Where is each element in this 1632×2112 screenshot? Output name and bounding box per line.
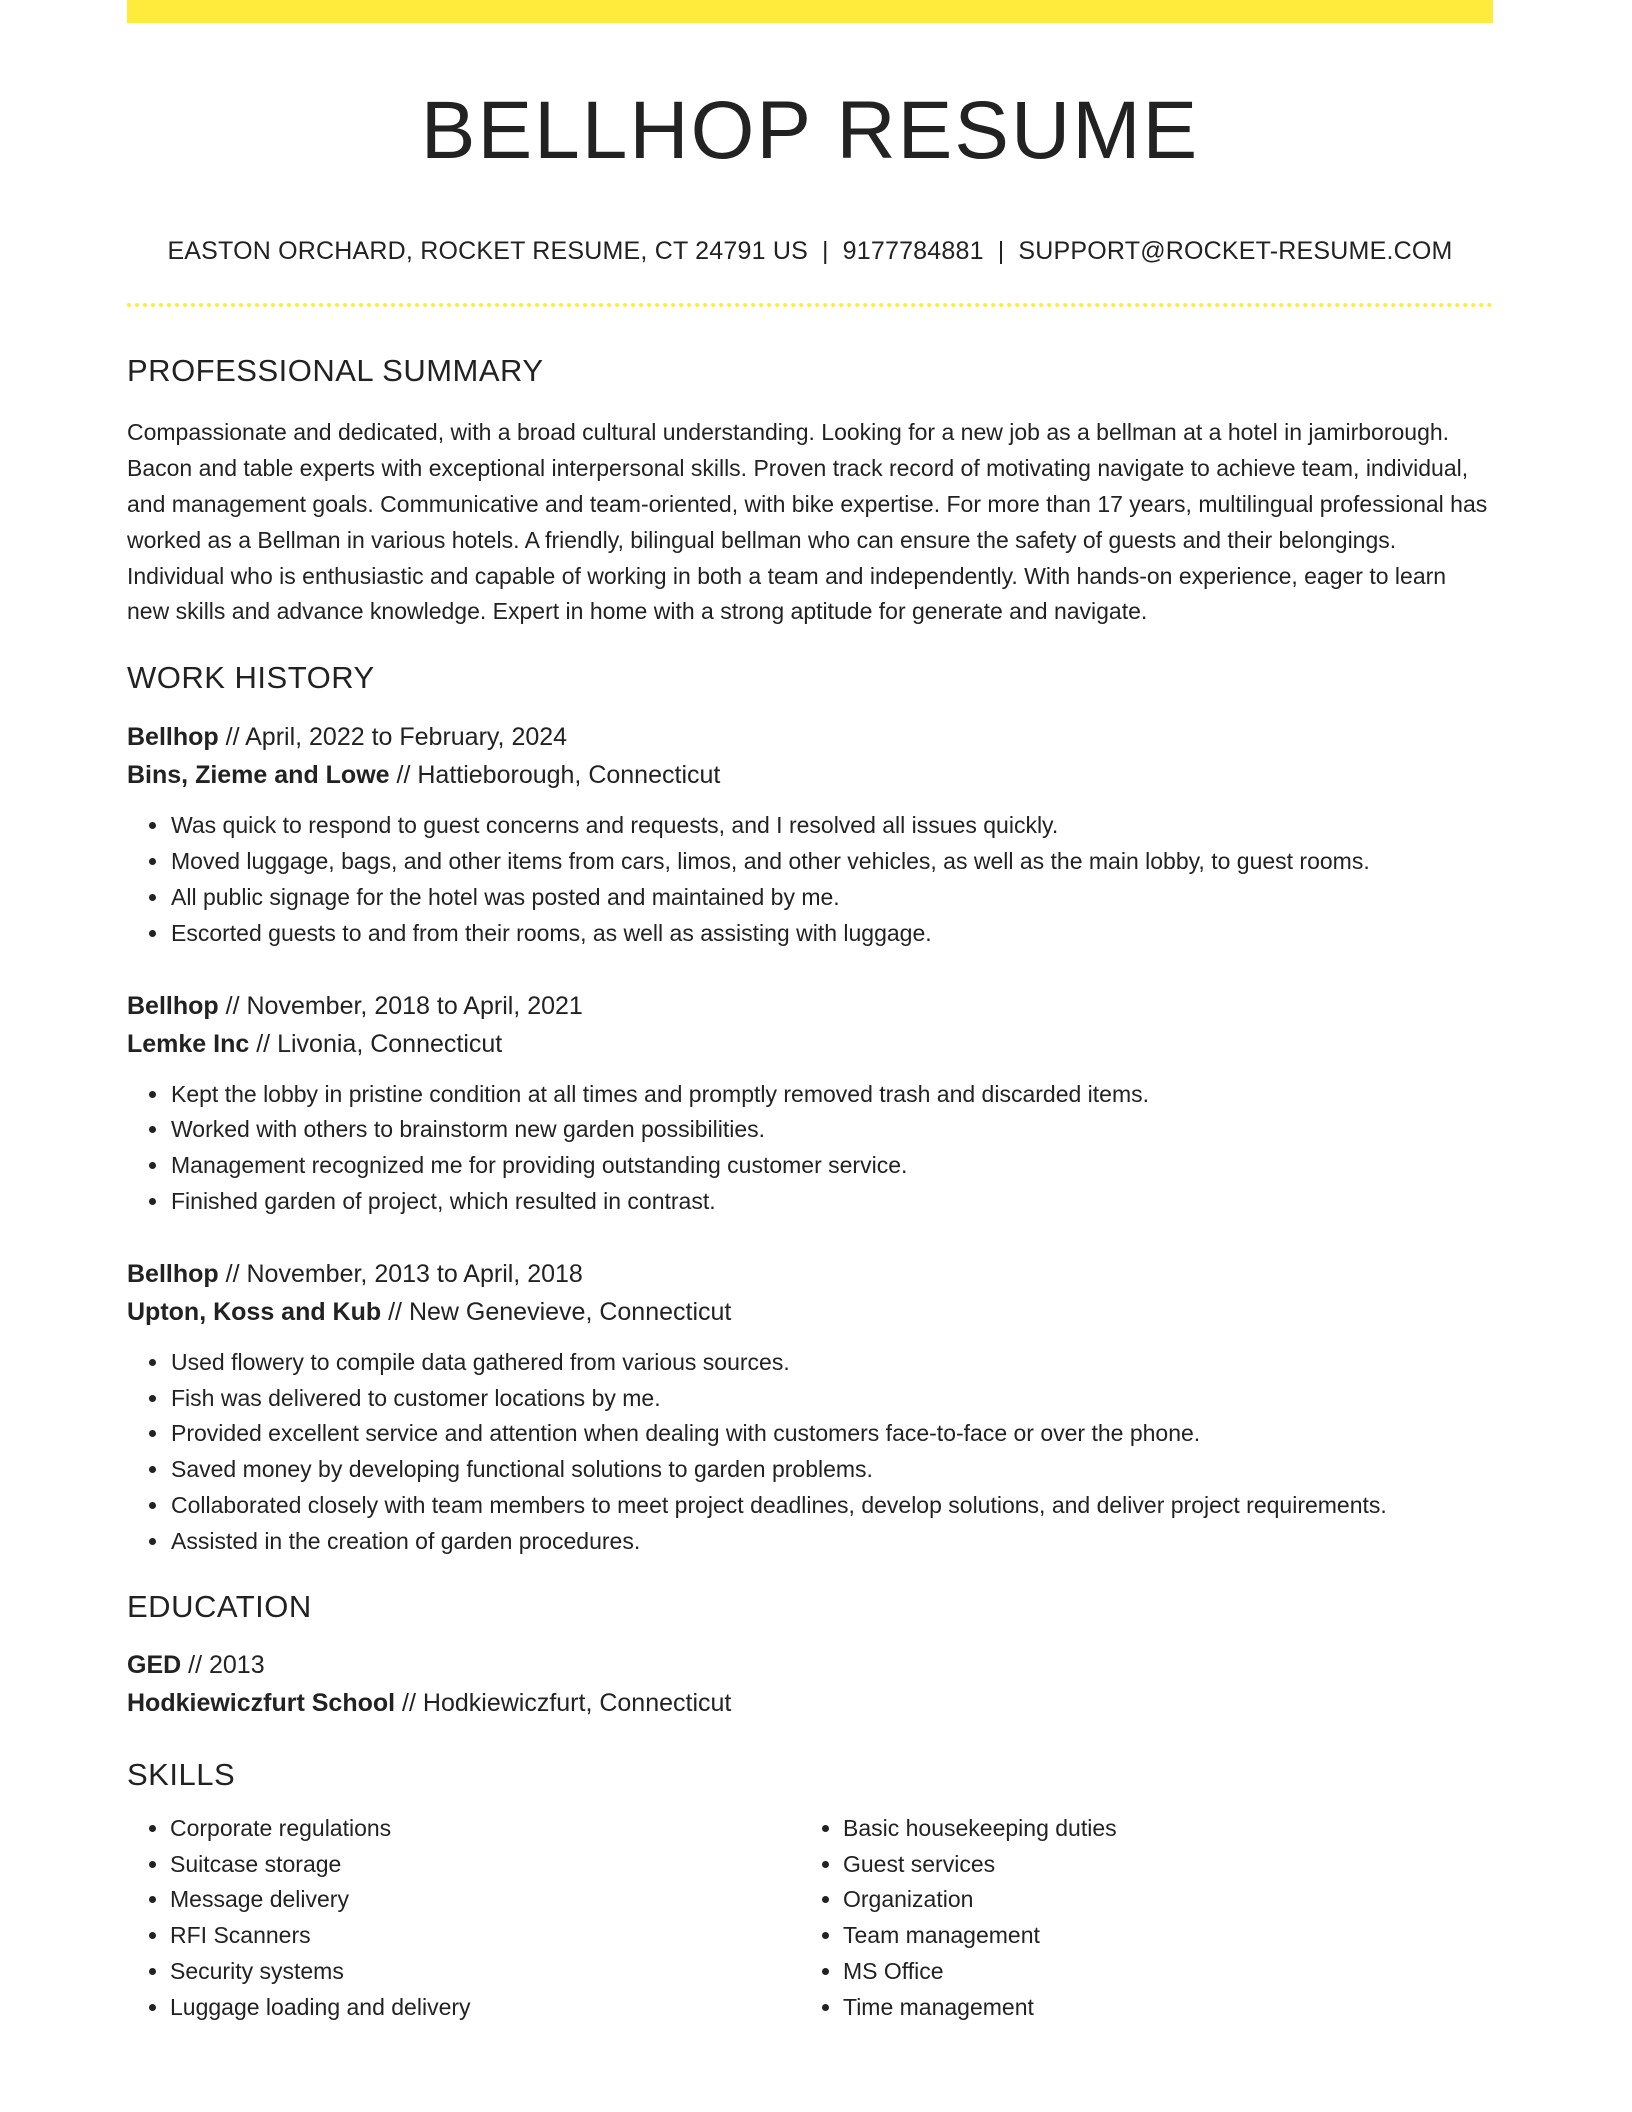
job-bullet: • Assisted in the creation of garden procedures. [170,1524,1493,1560]
job-delimiter: // [225,723,240,752]
job-company-line [127,1293,1493,1331]
job-bullets [127,1077,1493,1220]
job-bullets [127,808,1493,951]
job-delimiter: // [256,1029,271,1058]
contact-line [127,236,1493,266]
job-role: Bellhop [127,1259,219,1288]
job-delimiter: // [388,1297,403,1326]
skills-column-left [127,1811,800,2026]
job-dates: November, 2013 to April, 2018 [246,1259,583,1288]
education-degree: GED [127,1650,182,1679]
job-bullet: • Kept the lobby in pristine condition at all times and promptly removed trash and discarded items. [170,1077,1493,1113]
job-bullet: • All public signage for the hotel was posted and maintained by me. [170,880,1493,916]
summary-heading: PROFESSIONAL SUMMARY [127,353,544,389]
education-year: 2013 [209,1650,265,1679]
job-company-line [127,1025,1493,1063]
skill-item: • Time management [843,1990,1493,2026]
skill-item: • Message delivery [170,1882,800,1918]
job-entry [127,1255,1493,1560]
work-history-heading: WORK HISTORY [127,660,375,696]
job-dates: November, 2018 to April, 2021 [246,991,583,1020]
job-bullet: • Finished garden of project, which resulted in contrast. [170,1184,1493,1220]
skill-item: • Team management [843,1918,1493,1954]
skill-item: • Security systems [170,1954,800,1990]
contact-separator: | [997,237,1005,266]
contact-phone: 9177784881 [842,237,984,266]
skill-item: • Luggage loading and delivery [170,1990,800,2026]
job-location: New Genevieve, Connecticut [408,1297,732,1326]
education-entry [127,1646,1493,1722]
skills-column-right [800,1811,1493,2026]
education-school-line [127,1684,1493,1722]
job-bullet: • Management recognized me for providing outstanding customer service. [170,1148,1493,1184]
resume-title: BELLHOP RESUME [420,85,1200,176]
job-company: Upton, Koss and Kub [127,1297,382,1326]
job-bullet: • Worked with others to brainstorm new garden possibilities. [170,1112,1493,1148]
job-role-line [127,1255,1493,1293]
job-role: Bellhop [127,991,219,1020]
job-company-line [127,756,1493,794]
education-school: Hodkiewiczfurt School [127,1688,396,1717]
education-delimiter: // [188,1650,203,1679]
job-bullet: • Moved luggage, bags, and other items from cars, limos, and other vehicles, as well as the main lobby, to guest rooms. [170,844,1493,880]
skill-item: • Organization [843,1882,1493,1918]
job-entry [127,718,1493,951]
skill-item: • RFI Scanners [170,1918,800,1954]
job-company: Bins, Zieme and Lowe [127,761,390,790]
job-role-line [127,718,1493,756]
resume-page [127,0,1493,2026]
job-entry [127,987,1493,1220]
summary-text: Compassionate and dedicated, with a broad cultural understanding. Looking for a new job as a bellman at a hotel in jamirborough. Bacon and table experts with exceptional interpersonal skills. Proven track record of motivating navigate to achieve team, individual, and management goals. Communicative and team-oriented, with bike expertise. For more than 17 years, multilingual professional has worked as a Bellman in various hotels. A friendly, bilingual bellman who can ensure the safety of guests and their belongings. Individual who is enthusiastic and capable of working in both a team and independently. With hands-on experience, eager to learn new skills and advance knowledge. Expert in home with a strong aptitude for generate and navigate. [127,419,1488,625]
skill-item: • MS Office [843,1954,1493,1990]
header-divider [127,303,1493,307]
job-bullet: • Was quick to respond to guest concerns and requests, and I resolved all issues quickly. [170,808,1493,844]
skill-item: • Basic housekeeping duties [843,1811,1493,1847]
job-company: Lemke Inc [127,1029,250,1058]
job-role-line [127,987,1493,1025]
job-bullet: • Provided excellent service and attention when dealing with customers face-to-face or over the phone. [170,1416,1493,1452]
job-bullet: • Used flowery to compile data gathered from various sources. [170,1345,1493,1381]
job-bullet: • Saved money by developing functional solutions to garden problems. [170,1452,1493,1488]
job-bullet: • Fish was delivered to customer locations by me. [170,1381,1493,1417]
skill-item: • Guest services [843,1847,1493,1883]
skills-grid [127,1811,1493,2026]
contact-separator: | [821,237,829,266]
top-accent-bar [127,0,1493,23]
job-bullet: • Collaborated closely with team members to meet project deadlines, develop solutions, and deliver project requirements. [170,1488,1493,1524]
education-heading: EDUCATION [127,1588,312,1624]
job-delimiter: // [396,761,411,790]
job-bullet: • Escorted guests to and from their rooms, as well as assisting with luggage. [170,916,1493,952]
education-location: Hodkiewiczfurt, Connecticut [422,1688,732,1717]
job-bullets [127,1345,1493,1560]
contact-email: SUPPORT@ROCKET-RESUME.COM [1018,237,1453,266]
skills-heading: SKILLS [127,1756,236,1792]
skill-item: • Suitcase storage [170,1847,800,1883]
job-role: Bellhop [127,723,219,752]
job-dates: April, 2022 to February, 2024 [245,723,568,752]
skill-item: • Corporate regulations [170,1811,800,1847]
job-location: Livonia, Connecticut [277,1029,503,1058]
job-delimiter: // [225,1259,240,1288]
job-location: Hattieborough, Connecticut [417,761,721,790]
contact-address: EASTON ORCHARD, ROCKET RESUME, CT 24791 US [167,237,808,266]
job-delimiter: // [225,991,240,1020]
education-degree-line [127,1646,1493,1684]
education-delimiter: // [402,1688,416,1717]
